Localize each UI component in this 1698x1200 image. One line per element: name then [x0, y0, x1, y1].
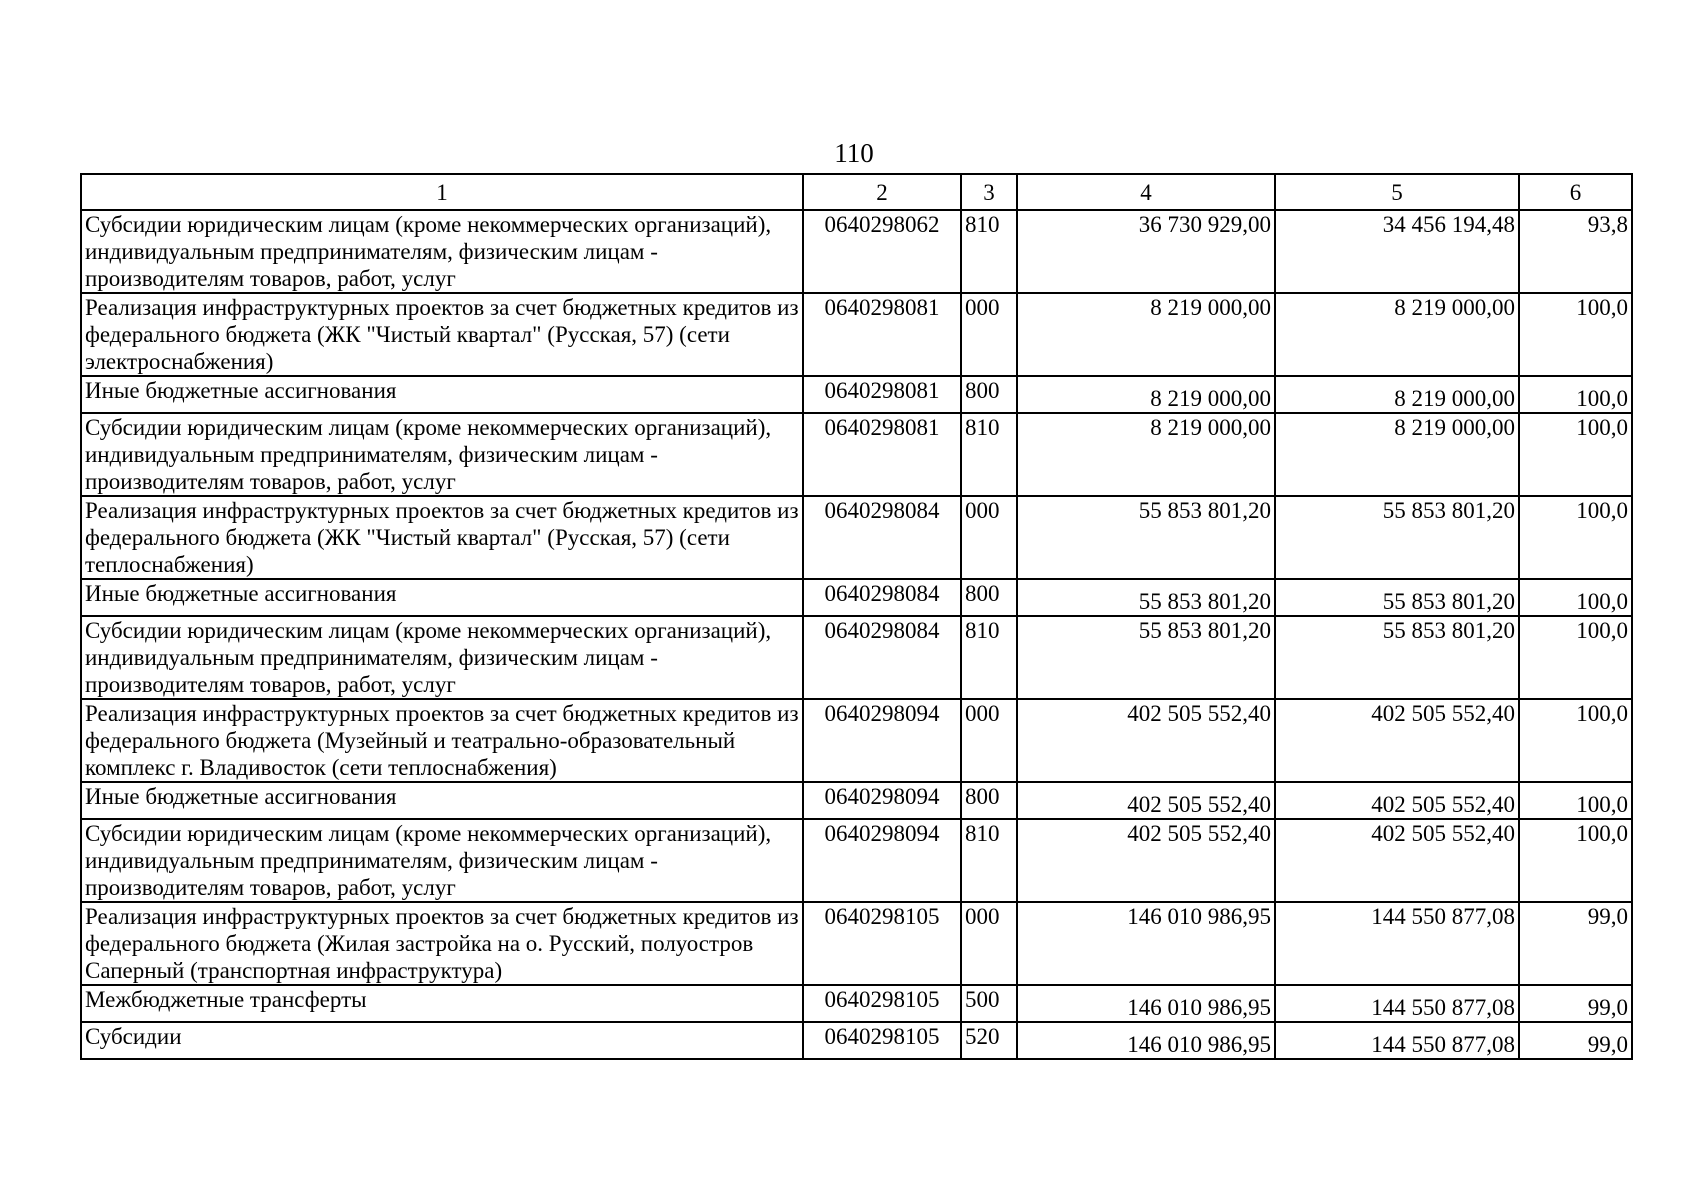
cell-code: 0640298094	[803, 819, 961, 902]
cell-expense-type: 000	[961, 902, 1017, 985]
cell-code: 0640298081	[803, 293, 961, 376]
cell-percent: 100,0	[1519, 819, 1632, 902]
cell-name: Субсидии юридическим лицам (кроме некоммерческих организаций), индивидуальным предпринимателям, физическим лицам - производителям товаров, работ, услуг	[81, 616, 803, 699]
cell-planned-amount: 55 853 801,20	[1017, 579, 1275, 616]
cell-expense-type: 810	[961, 210, 1017, 293]
cell-percent: 99,0	[1519, 985, 1632, 1022]
cell-actual-amount: 144 550 877,08	[1275, 1022, 1519, 1059]
cell-name: Субсидии юридическим лицам (кроме некоммерческих организаций), индивидуальным предпринимателям, физическим лицам - производителям товаров, работ, услуг	[81, 210, 803, 293]
cell-actual-amount: 8 219 000,00	[1275, 376, 1519, 413]
table-row	[81, 1022, 1632, 1059]
table-header-row	[81, 174, 1632, 210]
cell-actual-amount: 8 219 000,00	[1275, 293, 1519, 376]
cell-actual-amount: 55 853 801,20	[1275, 616, 1519, 699]
cell-percent: 100,0	[1519, 293, 1632, 376]
cell-code: 0640298094	[803, 699, 961, 782]
cell-expense-type: 500	[961, 985, 1017, 1022]
cell-code: 0640298105	[803, 902, 961, 985]
cell-actual-amount: 8 219 000,00	[1275, 413, 1519, 496]
budget-table	[80, 173, 1633, 1060]
cell-actual-amount: 402 505 552,40	[1275, 819, 1519, 902]
cell-planned-amount: 402 505 552,40	[1017, 699, 1275, 782]
header-col-5: 5	[1275, 174, 1519, 210]
cell-actual-amount: 55 853 801,20	[1275, 579, 1519, 616]
header-col-2: 2	[803, 174, 961, 210]
cell-name: Реализация инфраструктурных проектов за счет бюджетных кредитов из федерального бюджета (ЖК "Чистый квартал" (Русская, 57) (сети теплоснабжения)	[81, 496, 803, 579]
table-row	[81, 376, 1632, 413]
cell-planned-amount: 8 219 000,00	[1017, 413, 1275, 496]
table-body	[81, 210, 1632, 1059]
cell-percent: 100,0	[1519, 782, 1632, 819]
table-row	[81, 819, 1632, 902]
cell-expense-type: 800	[961, 376, 1017, 413]
cell-actual-amount: 55 853 801,20	[1275, 496, 1519, 579]
cell-percent: 99,0	[1519, 902, 1632, 985]
cell-code: 0640298105	[803, 985, 961, 1022]
cell-code: 0640298105	[803, 1022, 961, 1059]
cell-expense-type: 520	[961, 1022, 1017, 1059]
table-row	[81, 579, 1632, 616]
cell-code: 0640298084	[803, 579, 961, 616]
cell-percent: 100,0	[1519, 699, 1632, 782]
table-row	[81, 210, 1632, 293]
cell-expense-type: 810	[961, 616, 1017, 699]
cell-code: 0640298081	[803, 376, 961, 413]
cell-planned-amount: 55 853 801,20	[1017, 496, 1275, 579]
cell-actual-amount: 34 456 194,48	[1275, 210, 1519, 293]
cell-name: Реализация инфраструктурных проектов за счет бюджетных кредитов из федерального бюджета (Музейный и театрально-образовательный комплекс г. Владивосток (сети теплоснабжения)	[81, 699, 803, 782]
cell-planned-amount: 146 010 986,95	[1017, 902, 1275, 985]
cell-name: Субсидии	[81, 1022, 803, 1059]
cell-code: 0640298084	[803, 616, 961, 699]
cell-expense-type: 000	[961, 699, 1017, 782]
cell-expense-type: 800	[961, 782, 1017, 819]
cell-code: 0640298084	[803, 496, 961, 579]
page-number: 110	[834, 138, 874, 168]
cell-percent: 99,0	[1519, 1022, 1632, 1059]
header-col-6: 6	[1519, 174, 1632, 210]
cell-name: Субсидии юридическим лицам (кроме некоммерческих организаций), индивидуальным предпринимателям, физическим лицам - производителям товаров, работ, услуг	[81, 819, 803, 902]
cell-code: 0640298094	[803, 782, 961, 819]
cell-percent: 100,0	[1519, 413, 1632, 496]
cell-planned-amount: 402 505 552,40	[1017, 782, 1275, 819]
table-row	[81, 293, 1632, 376]
cell-code: 0640298062	[803, 210, 961, 293]
cell-planned-amount: 146 010 986,95	[1017, 985, 1275, 1022]
cell-name: Иные бюджетные ассигнования	[81, 782, 803, 819]
header-col-4: 4	[1017, 174, 1275, 210]
table-row	[81, 616, 1632, 699]
cell-planned-amount: 402 505 552,40	[1017, 819, 1275, 902]
cell-expense-type: 000	[961, 293, 1017, 376]
cell-expense-type: 800	[961, 579, 1017, 616]
cell-percent: 93,8	[1519, 210, 1632, 293]
cell-name: Межбюджетные трансферты	[81, 985, 803, 1022]
cell-code: 0640298081	[803, 413, 961, 496]
cell-actual-amount: 402 505 552,40	[1275, 699, 1519, 782]
cell-percent: 100,0	[1519, 579, 1632, 616]
table-row	[81, 413, 1632, 496]
cell-planned-amount: 8 219 000,00	[1017, 293, 1275, 376]
cell-percent: 100,0	[1519, 616, 1632, 699]
table-row	[81, 782, 1632, 819]
table-row	[81, 496, 1632, 579]
cell-planned-amount: 36 730 929,00	[1017, 210, 1275, 293]
cell-actual-amount: 144 550 877,08	[1275, 985, 1519, 1022]
cell-planned-amount: 8 219 000,00	[1017, 376, 1275, 413]
cell-planned-amount: 146 010 986,95	[1017, 1022, 1275, 1059]
table-row	[81, 699, 1632, 782]
cell-percent: 100,0	[1519, 376, 1632, 413]
cell-expense-type: 810	[961, 819, 1017, 902]
cell-expense-type: 810	[961, 413, 1017, 496]
table-row	[81, 985, 1632, 1022]
table-row	[81, 902, 1632, 985]
cell-actual-amount: 402 505 552,40	[1275, 782, 1519, 819]
header-col-3: 3	[961, 174, 1017, 210]
cell-actual-amount: 144 550 877,08	[1275, 902, 1519, 985]
cell-name: Реализация инфраструктурных проектов за счет бюджетных кредитов из федерального бюджета (ЖК "Чистый квартал" (Русская, 57) (сети электроснабжения)	[81, 293, 803, 376]
cell-name: Субсидии юридическим лицам (кроме некоммерческих организаций), индивидуальным предпринимателям, физическим лицам - производителям товаров, работ, услуг	[81, 413, 803, 496]
cell-planned-amount: 55 853 801,20	[1017, 616, 1275, 699]
cell-name: Иные бюджетные ассигнования	[81, 376, 803, 413]
cell-name: Реализация инфраструктурных проектов за счет бюджетных кредитов из федерального бюджета (Жилая застройка на о. Русский, полуостров Саперный (транспортная инфраструктура)	[81, 902, 803, 985]
header-col-1: 1	[81, 174, 803, 210]
cell-name: Иные бюджетные ассигнования	[81, 579, 803, 616]
cell-percent: 100,0	[1519, 496, 1632, 579]
cell-expense-type: 000	[961, 496, 1017, 579]
